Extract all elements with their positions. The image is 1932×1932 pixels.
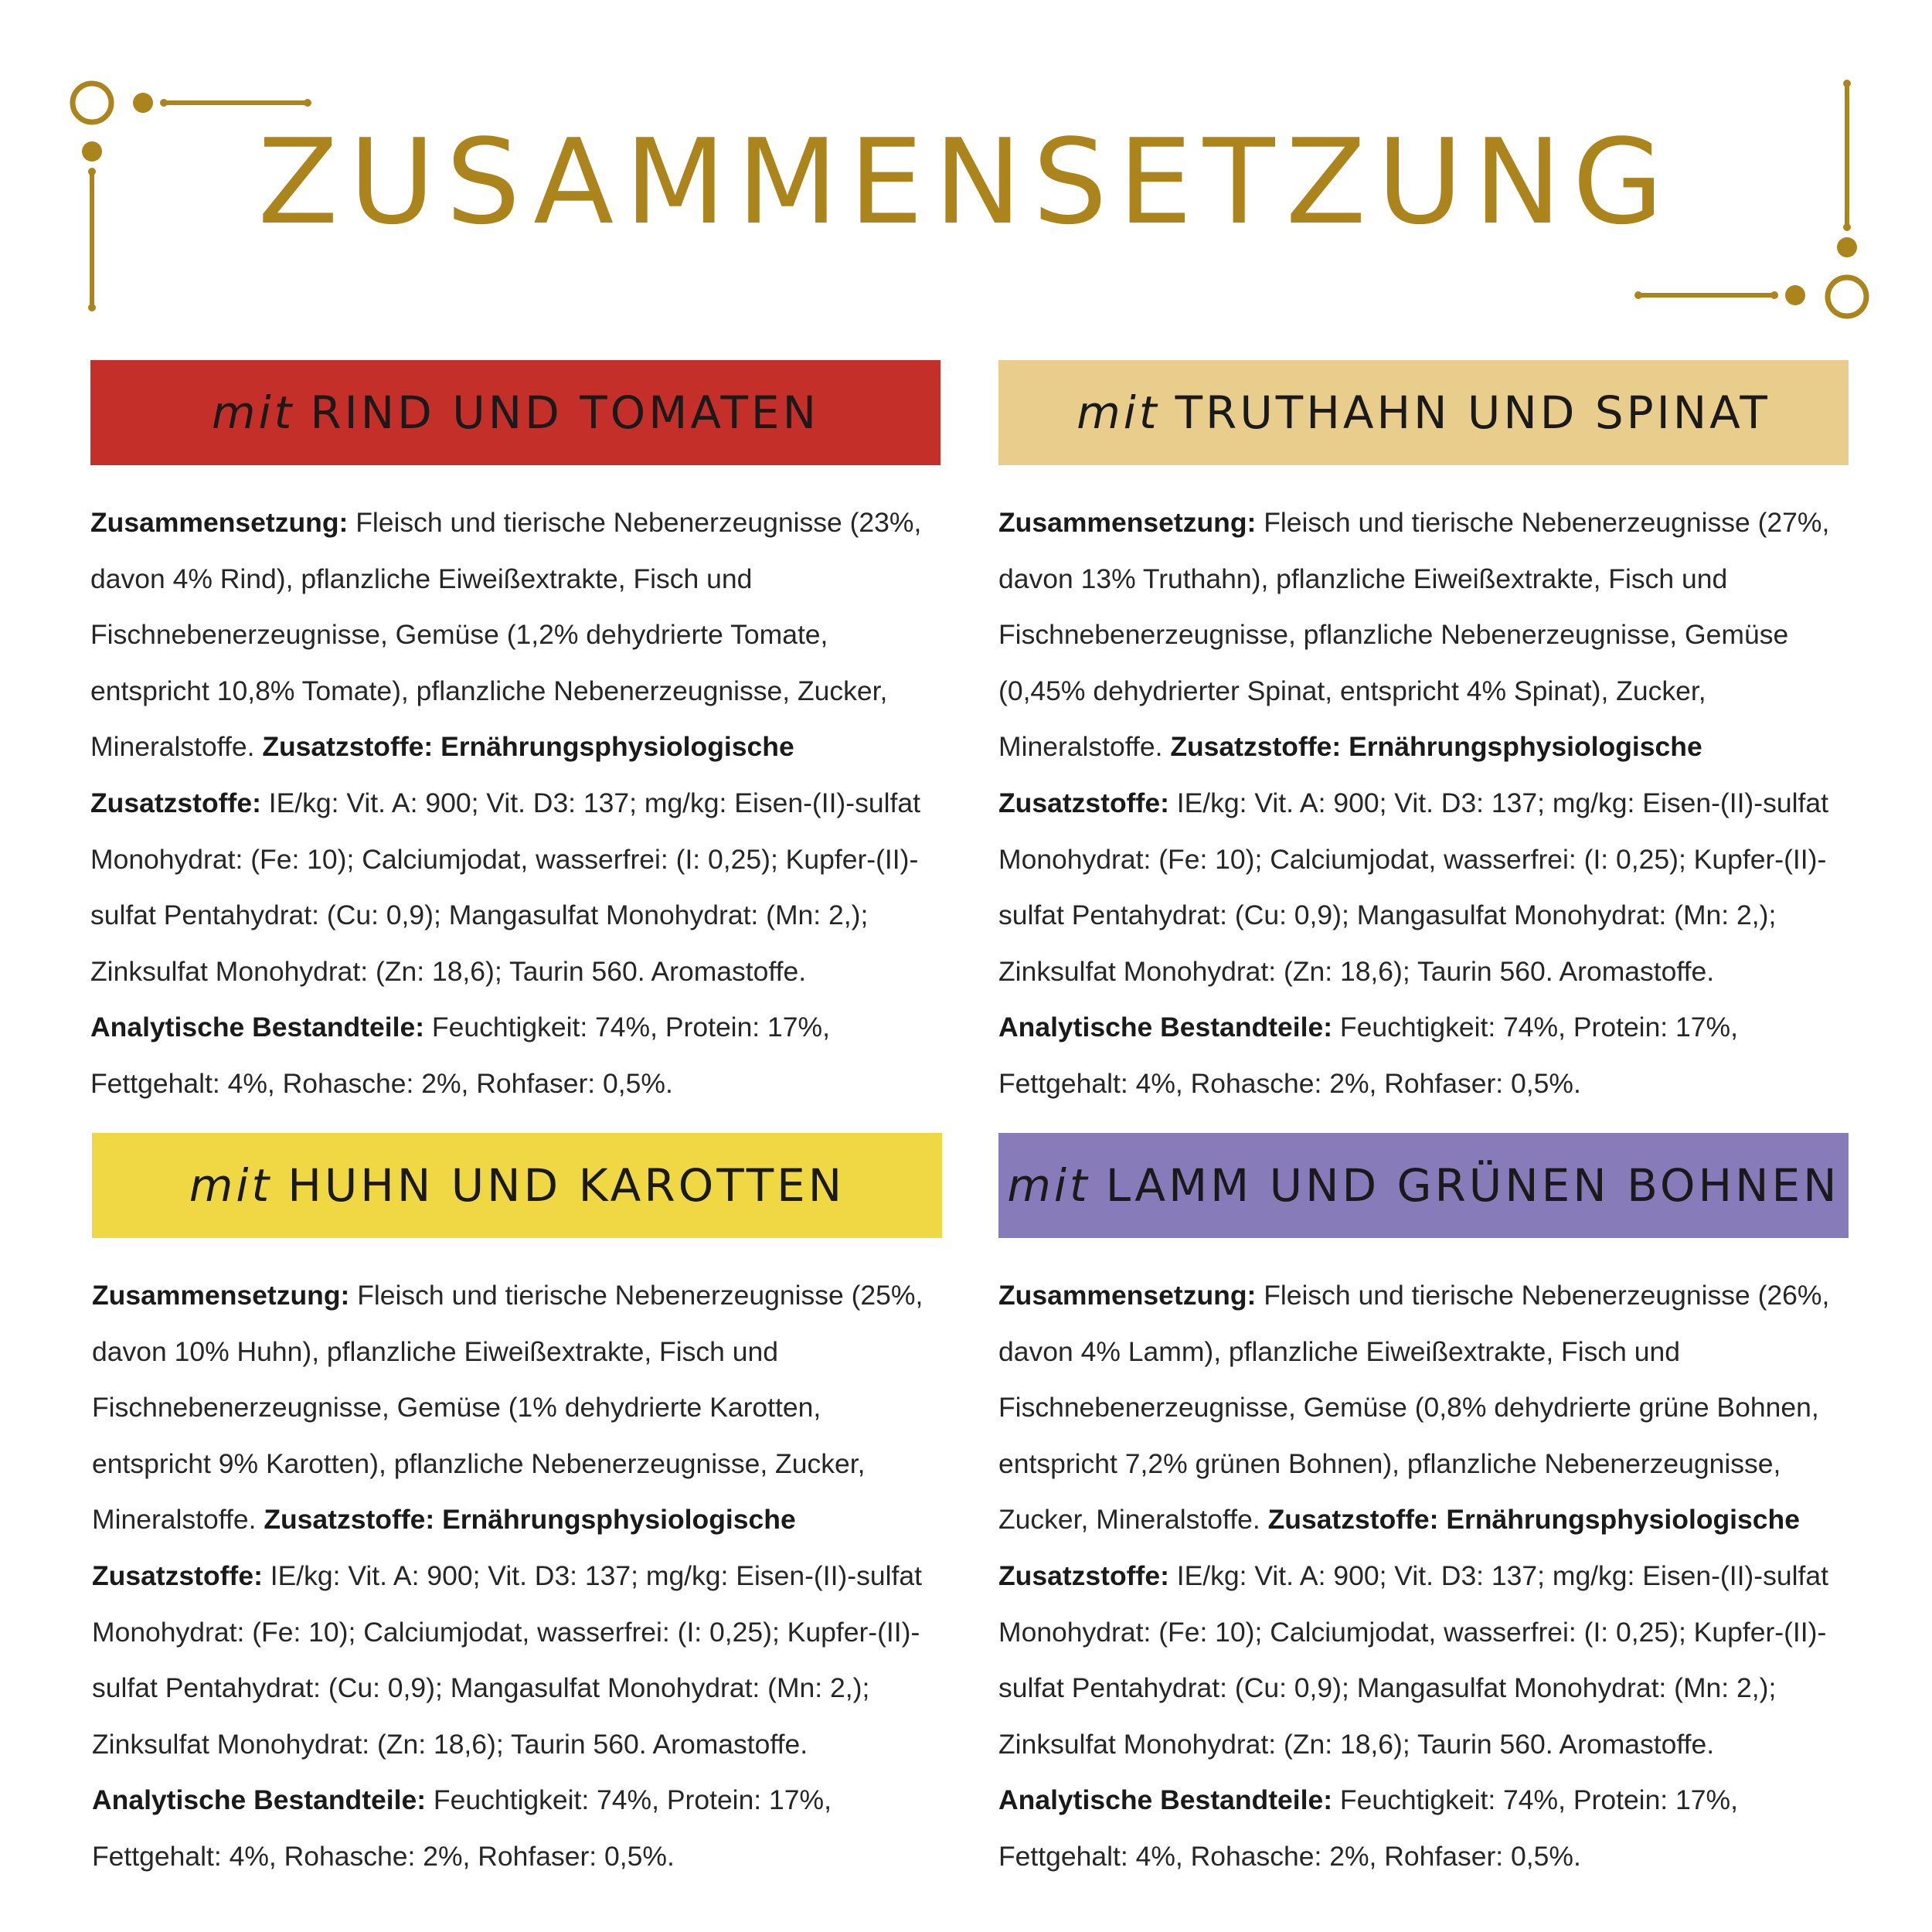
header-prefix: mit — [212, 386, 295, 439]
label-analysis: Analytische Bestandteile: — [998, 1784, 1333, 1816]
text-additives: IE/kg: Vit. A: 900; Vit. D3: 137; mg/kg: Eisen-(II)-sulfat Monohydrat: (Fe: 10); Calciumjodat, wasserfrei: (I: 0,25); Kupfer-(II)-sulfat Pentahydrat: (Cu: 0,9); Mangasulfat Monohydrat: (Mn: 2,); Zinksulfat Monohydrat: (Zn: 18,6); Taurin 560. Aromastoffe. — [998, 1560, 1828, 1760]
composition-text — [998, 495, 1849, 1112]
label-additives: Zusatzstoffe: Ernährungsphysiologische Zusatzstoffe: — [92, 1504, 796, 1591]
label-analysis: Analytische Bestandteile: — [998, 1012, 1333, 1043]
header-prefix: mit — [1007, 1159, 1090, 1212]
label-analysis: Analytische Bestandteile: — [90, 1012, 425, 1043]
header-prefix: mit — [1077, 386, 1160, 439]
header-name: RIND UND TOMATEN — [310, 386, 819, 439]
text-analysis: Feuchtigkeit: 74%, Protein: 17%, Fettgehalt: 4%, Rohasche: 2%, Rohfaser: 0,5%. — [998, 1012, 1738, 1099]
section-header-truthahn — [998, 360, 1849, 465]
header-name: TRUTHAHN UND SPINAT — [1175, 386, 1770, 439]
section-header-lamm — [998, 1133, 1849, 1238]
label-analysis: Analytische Bestandteile: — [92, 1784, 427, 1816]
text-composition: Fleisch und tierische Nebenerzeugnisse (23%, davon 4% Rind), pflanzliche Eiweißextrakte, Fisch und Fischnebenerzeugnisse, Gemüse (1,2% dehydrierte Tomate, entspricht 10,8% Tomate), pflanzliche Nebenerzeugnisse, Zucker, Mineralstoffe. — [90, 507, 922, 763]
section-rind — [90, 360, 940, 1112]
section-header-huhn — [92, 1133, 942, 1238]
section-lamm — [998, 1133, 1849, 1885]
page-title: ZUSAMMENSETZUNG — [257, 114, 1675, 250]
header-name: HUHN UND KAROTTEN — [287, 1159, 845, 1212]
label-additives: Zusatzstoffe: Ernährungsphysiologische Zusatzstoffe: — [998, 1504, 1800, 1591]
section-truthahn — [998, 360, 1849, 1112]
label-composition: Zusammensetzung: — [998, 507, 1257, 538]
text-additives: IE/kg: Vit. A: 900; Vit. D3: 137; mg/kg: Eisen-(II)-sulfat Monohydrat: (Fe: 10); Calciumjodat, wasserfrei: (I: 0,25); Kupfer-(II)-sulfat Pentahydrat: (Cu: 0,9); Mangasulfat Monohydrat: (Mn: 2,); Zinksulfat Monohydrat: (Zn: 18,6); Taurin 560. Aromastoffe. — [90, 787, 920, 987]
text-additives: IE/kg: Vit. A: 900; Vit. D3: 137; mg/kg: Eisen-(II)-sulfat Monohydrat: (Fe: 10); Calciumjodat, wasserfrei: (I: 0,25); Kupfer-(II)-sulfat Pentahydrat: (Cu: 0,9); Mangasulfat Monohydrat: (Mn: 2,); Zinksulfat Monohydrat: (Zn: 18,6); Taurin 560. Aromastoffe. — [92, 1560, 922, 1760]
label-composition: Zusammensetzung: — [90, 507, 349, 538]
section-huhn — [92, 1133, 942, 1885]
composition-text — [998, 1267, 1849, 1885]
label-composition: Zusammensetzung: — [998, 1280, 1257, 1311]
label-additives: Zusatzstoffe: Ernährungsphysiologische Zusatzstoffe: — [998, 731, 1702, 818]
text-analysis: Feuchtigkeit: 74%, Protein: 17%, Fettgehalt: 4%, Rohasche: 2%, Rohfaser: 0,5%. — [92, 1784, 832, 1872]
text-analysis: Feuchtigkeit: 74%, Protein: 17%, Fettgehalt: 4%, Rohasche: 2%, Rohfaser: 0,5%. — [998, 1784, 1738, 1872]
text-composition: Fleisch und tierische Nebenerzeugnisse (25%, davon 10% Huhn), pflanzliche Eiweißextrakte, Fisch und Fischnebenerzeugnisse, Gemüse (1% dehydrierte Karotten, entspricht 9% Karotten), pflanzliche Nebenerzeugnisse, Zucker, Mineralstoffe. — [92, 1280, 923, 1536]
header-name: LAMM UND GRÜNEN BOHNEN — [1105, 1159, 1840, 1212]
label-additives: Zusatzstoffe: Ernährungsphysiologische Zusatzstoffe: — [90, 731, 794, 818]
text-composition: Fleisch und tierische Nebenerzeugnisse (26%, davon 4% Lamm), pflanzliche Eiweißextrakte, Fisch und Fischnebenerzeugnisse, Gemüse (0,8% dehydrierte grüne Bohnen, entspricht 7,2% grünen Bohnen), pflanzliche Nebenerzeugnisse, Zucker, Mineralstoffe. — [998, 1280, 1830, 1536]
text-additives: IE/kg: Vit. A: 900; Vit. D3: 137; mg/kg: Eisen-(II)-sulfat Monohydrat: (Fe: 10); Calciumjodat, wasserfrei: (I: 0,25); Kupfer-(II)-sulfat Pentahydrat: (Cu: 0,9); Mangasulfat Monohydrat: (Mn: 2,); Zinksulfat Monohydrat: (Zn: 18,6); Taurin 560. Aromastoffe. — [998, 787, 1828, 987]
header-prefix: mit — [189, 1159, 273, 1212]
composition-text — [92, 1267, 942, 1885]
section-header-rind — [90, 360, 940, 465]
label-composition: Zusammensetzung: — [92, 1280, 350, 1311]
text-composition: Fleisch und tierische Nebenerzeugnisse (27%, davon 13% Truthahn), pflanzliche Eiweißextrakte, Fisch und Fischnebenerzeugnisse, pflanzliche Nebenerzeugnisse, Gemüse (0,45% dehydrierter Spinat, entspricht 4% Spinat), Zucker, Mineralstoffe. — [998, 507, 1830, 763]
composition-text — [90, 495, 940, 1112]
text-analysis: Feuchtigkeit: 74%, Protein: 17%, Fettgehalt: 4%, Rohasche: 2%, Rohfaser: 0,5%. — [90, 1012, 830, 1099]
